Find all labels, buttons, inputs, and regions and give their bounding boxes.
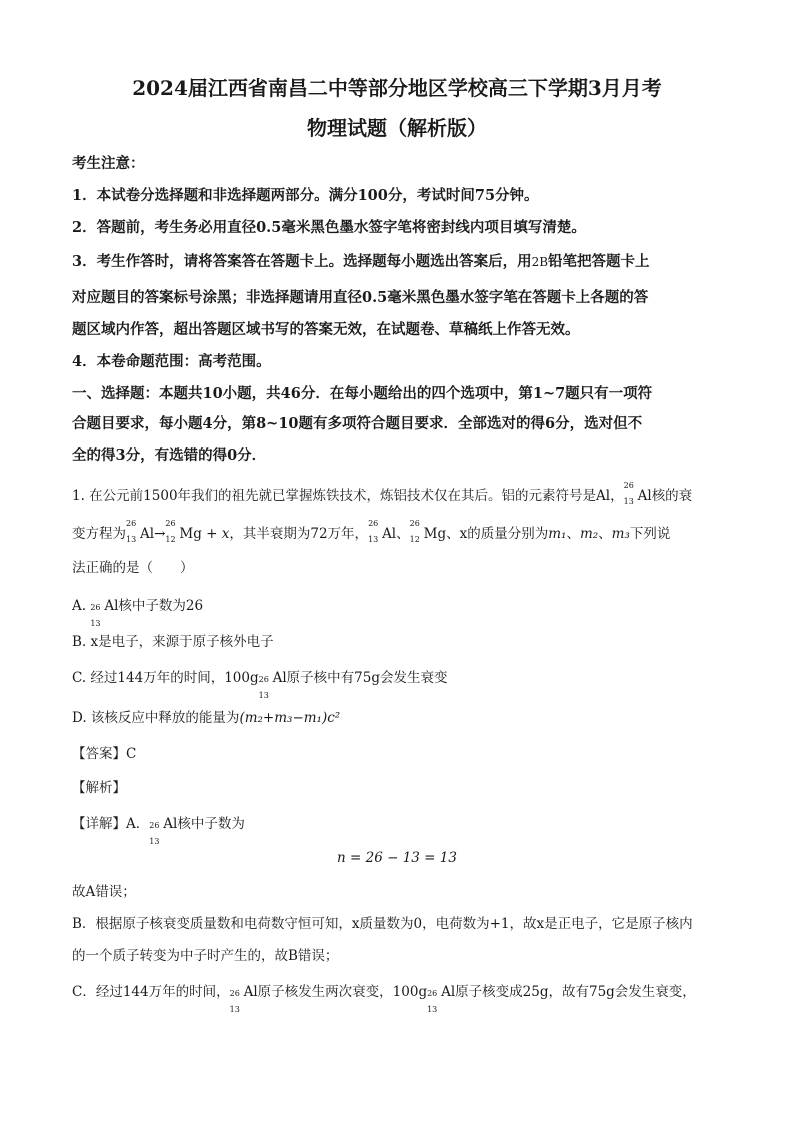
- notice-item-1: 1．本试卷分选择题和非选择题两部分。满分100分，考试时间75分钟。: [72, 187, 539, 204]
- notice-item-3-line3: 题区域内作答，超出答题区域书写的答案无效，在试题卷、草稿纸上作答无效。: [72, 321, 580, 338]
- option-d: D. 该核反应中释放的能量为(m₂+m₃−m₁)c²: [72, 710, 341, 726]
- nuclide-mg26: 26 12 Mg: [165, 519, 202, 544]
- section-intro-line3: 全的得3分，有选错的得0分．: [72, 447, 267, 464]
- option-c: C. 经过144万年的时间，100g 26 13 Al原子核中有75g会发生衰变: [72, 670, 448, 700]
- decay-arrow: →: [154, 526, 166, 542]
- answer-label: 【答案】C: [72, 746, 137, 762]
- exam-title: 2024届江西省南昌二中等部分地区学校高三下学期3月月考: [132, 76, 662, 100]
- detail-a: 【详解】A． 26 13 Al核中子数为: [72, 816, 245, 846]
- question-1-stem-line1: 1. 在公元前1500年我们的祖先就已掌握炼铁技术，炼铝技术仅在其后。铝的元素符号是Al， 26 13 Al核的衰: [72, 481, 693, 506]
- notice-item-2: 2．答题前，考生务必用直径0.5毫米黑色墨水签字笔将密封线内项目填写清楚。: [72, 219, 586, 236]
- neutron-formula: n = 26 − 13 = 13: [337, 850, 457, 866]
- nuclide-al26: 26 13 Al: [126, 519, 155, 544]
- question-1-stem-line2: 变方程为 26 13 Al→ 26 12 Mg + x，其半衰期为72万年， 26 13 Al、 26 12 Mg、x的质量分别为m₁、m₂、m₃下列说: [72, 519, 671, 544]
- notice-item-4: 4．本卷命题范围：高考范围。: [72, 353, 271, 370]
- section-intro-line2: 合题目要求，每小题4分，第8~10题有多项符合题目要求．全部选对的得6分，选对但不: [72, 415, 643, 432]
- section-intro-line1: 一、选择题：本题共10小题，共46分．在每小题给出的四个选项中，第1~7题只有一项符: [72, 385, 653, 402]
- notice-heading: 考生注意：: [72, 155, 145, 172]
- analysis-label: 【解析】: [72, 780, 126, 796]
- nuclide-al26: 26 13 Al: [368, 519, 397, 544]
- notice-item-3: 3．考生作答时，请将答案答在答题卡上。选择题每小题选出答案后，用2B铅笔把答题卡上: [72, 253, 650, 270]
- exam-subtitle: 物理试题（解析版）: [307, 116, 487, 140]
- option-b: B. x是电子，来源于原子核外电子: [72, 634, 274, 650]
- question-1-stem-line3: 法正确的是（ ）: [72, 560, 194, 576]
- notice-item-3-line2: 对应题目的答案标号涂黑；非选择题请用直径0.5毫米黑色墨水签字笔在答题卡上各题的答: [72, 289, 649, 306]
- nuclide-mg26: 26 12 Mg: [409, 519, 447, 544]
- option-a: A. 26 13 Al核中子数为26: [72, 598, 204, 628]
- nuclide-al26: 26 13 Al: [623, 481, 652, 506]
- detail-a-conclusion: 故A错误；: [72, 884, 136, 900]
- detail-c: C．经过144万年的时间， 26 13 Al原子核发生两次衰变，100g 26 13 Al原子核变成25g，故有75g会发生衰变，: [72, 984, 696, 1014]
- detail-b-line1: B．根据原子核衰变质量数和电荷数守恒可知，x质量数为0，电荷数为+1，故x是正电子，它是原子核内: [72, 916, 693, 932]
- detail-b-line2: 的一个质子转变为中子时产生的，故B错误；: [72, 948, 339, 964]
